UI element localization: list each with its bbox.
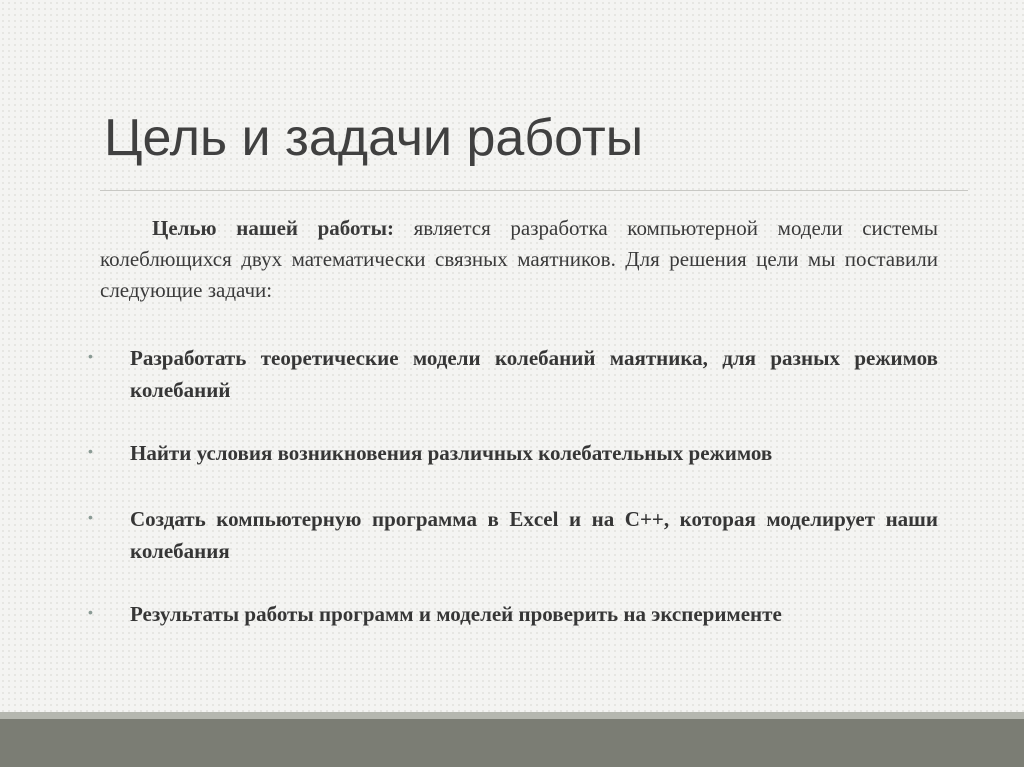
bullet-icon: •: [88, 509, 93, 525]
intro-paragraph: [100, 213, 938, 306]
footer-stripe: [0, 712, 1024, 719]
slide-title: Цель и задачи работы: [104, 109, 644, 167]
title-divider: [100, 190, 968, 191]
task-item-2: Найти условия возникновения различных колебательных режимов: [130, 441, 773, 465]
bullet-icon: •: [88, 604, 93, 620]
task-item-4: Результаты работы программ и моделей проверить на эксперименте: [130, 602, 782, 626]
footer-bar: [0, 719, 1024, 767]
intro-lead: Целью нашей работы:: [152, 216, 394, 240]
bullet-icon: •: [88, 443, 93, 459]
intro-text: является разработка компьютерной модели системы колеблющихся двух математически связных маятников. Для решения цели мы поставили следующие задачи:: [100, 216, 939, 302]
task-item-1: Разработать теоретические модели колебаний маятника, для разных режимов колебаний: [130, 346, 938, 402]
bullet-icon: •: [88, 348, 93, 364]
task-item-3: Создать компьютерную программа в Excel и на С++, которая моделирует наши колебания: [130, 507, 938, 563]
